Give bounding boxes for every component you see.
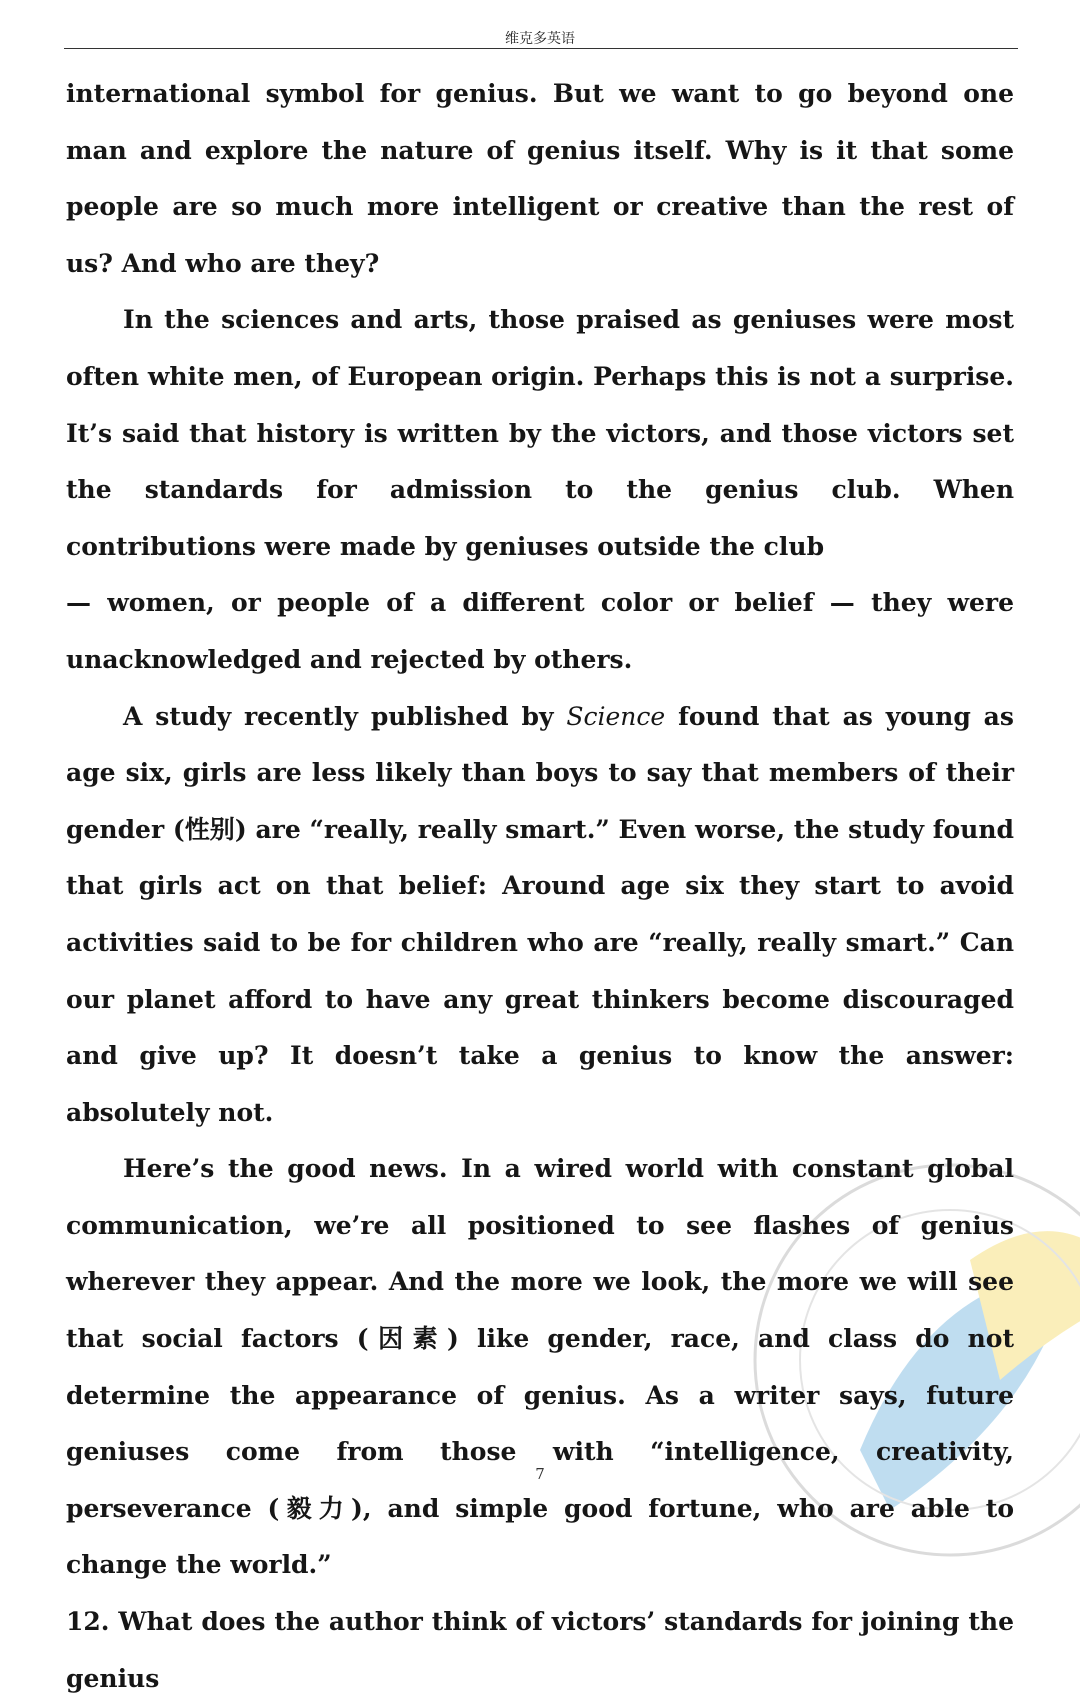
paragraph-2-part-c: unacknowledged and rejected by others. bbox=[66, 644, 633, 674]
paragraph-4: Here’s the good news. In a wired world with constant global communication, we’re all positioned to see flashes of genius wherever they appear. And the more we look, the more we will see that social factors (因素) like gender, race, and class do not determine the appearance of genius. As a writer says, future geniuses come from those with “intelligence, creativity, perseverance (毅力), and simple good fortune, who are able to change the world.” bbox=[66, 1154, 1014, 1580]
paragraph-3-rest: found that as young as age six, girls are less likely than boys to say that members of their gender (性别) are “really, really smart.” Even worse, the study found that girls act on that belief: Around age six they start to avoid activities said to be for children who are “really, really smart.” Can our planet afford to have any great thinkers become discouraged and give up? It doesn’t take a genius to know the answer: absolutely not. bbox=[66, 701, 1014, 1127]
question-12: 12. What does the author think of victors’ standards for joining the genius bbox=[66, 1607, 1014, 1693]
page-header-title: 维克多英语 bbox=[505, 31, 575, 47]
paragraph-3-start: A study recently published by bbox=[123, 701, 554, 731]
paragraph-1: international symbol for genius. But we want to go beyond one man and explore the nature of genius itself. Why is it that some people are so much more intelligent or creative than the rest of us? And who are they? bbox=[66, 79, 1014, 278]
paragraph-2-part-a: In the sciences and arts, those praised as geniuses were most often white men, of European origin. Perhaps this is not a surprise. It’s said that history is written by the victors, and those victors set the standards for admission to the genius club. When contributions were made by geniuses outside the club bbox=[66, 305, 1014, 561]
paragraph-3 bbox=[66, 689, 1014, 1142]
paragraph-2-part-b: — women, or people of a different color or belief — they were bbox=[66, 588, 1014, 618]
header-divider bbox=[64, 48, 1018, 49]
journal-name-science: Science bbox=[566, 701, 666, 731]
page-number: 7 bbox=[535, 1465, 545, 1483]
article-body bbox=[66, 66, 1014, 1707]
